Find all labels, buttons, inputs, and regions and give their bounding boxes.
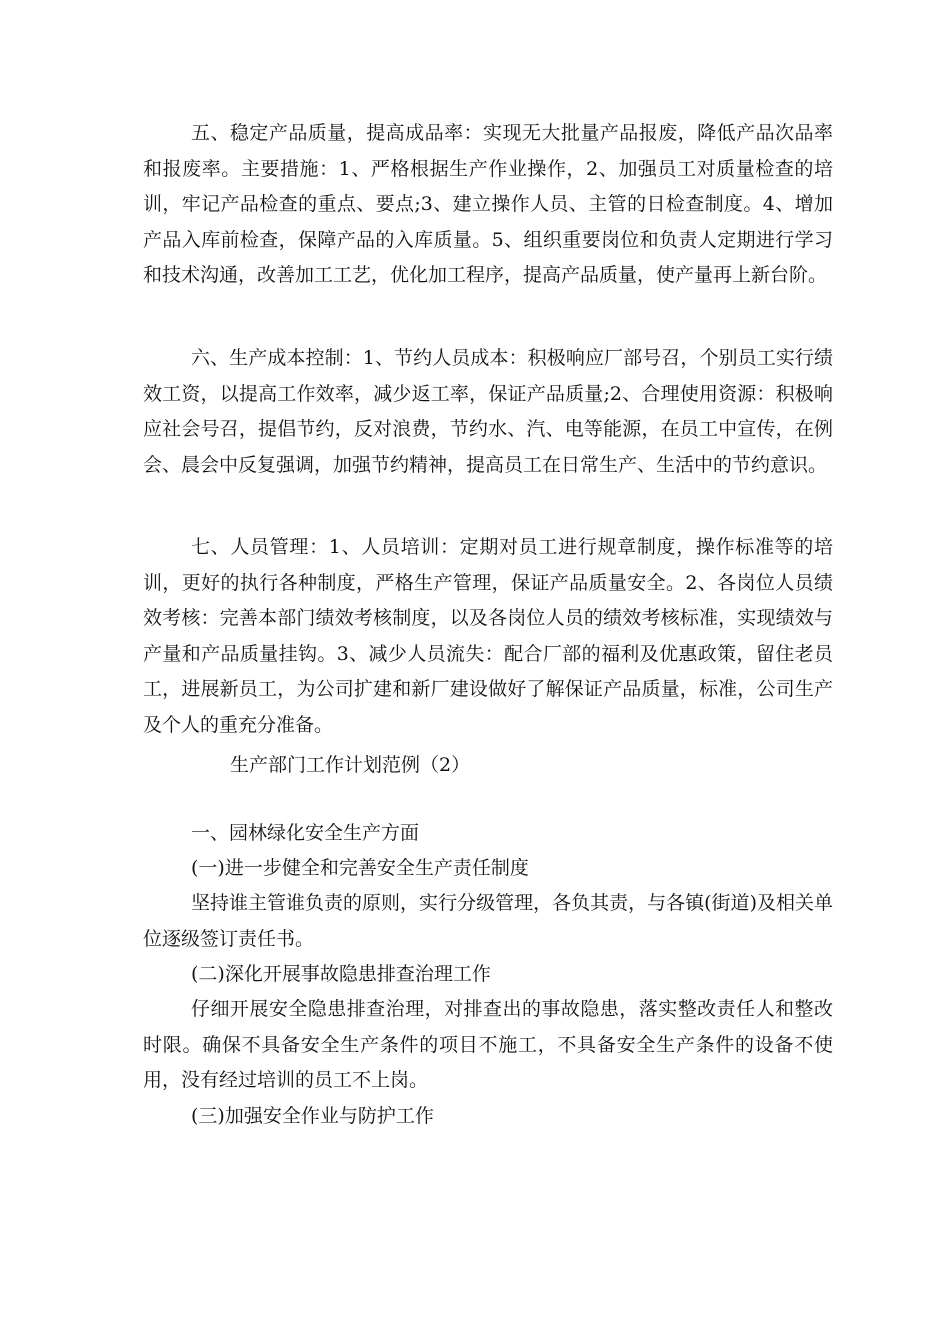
part-one-heading: 一、园林绿化安全生产方面 (191, 822, 420, 844)
sub-two-text: 仔细开展安全隐患排查治理，对排查出的事故隐患，落实整改责任人和整改时限。确保不具备安全生产条件的项目不施工，不具备安全生产条件的设备不使用，没有经过培训的员工不上岗。 (143, 998, 833, 1091)
sub-one-text: 坚持谁主管谁负责的原则，实行分级管理，各负其责，与各镇(街道)及相关单位逐级签订责任书。 (143, 892, 833, 950)
paragraph-section-five: 五、稳定产品质量，提高成品率：实现无大批量产品报废，降低产品次品率和报废率。主要措施：1、严格根据生产作业操作，2、加强员工对质量检查的培训，牢记产品检查的重点、要点;3、建立操作人员、主管的日检查制度。4、增加产品入库前检查，保障产品的入库质量。5、组织重要岗位和负责人定期进行学习和技术沟通，改善加工工艺，优化加工程序，提高产品质量，使产量再上新台阶。 (143, 122, 833, 286)
paragraph-section-seven: 七、人员管理：1、人员培训：定期对员工进行规章制度，操作标准等的培训，更好的执行各种制度，严格生产管理，保证产品质量安全。2、各岗位人员绩效考核：完善本部门绩效考核制度，以及各岗位人员的绩效考核标准，实现绩效与产量和产品质量挂钩。3、减少人员流失：配合厂部的福利及优惠政策，留住老员工，进展新员工，为公司扩建和新厂建设做好了解保证产品质量，标准，公司生产及个人的重充分准备。 (143, 536, 833, 736)
sub-one-heading: (一)进一步健全和完善安全生产责任制度 (191, 857, 529, 879)
sub-two-heading: (二)深化开展事故隐患排查治理工作 (191, 963, 491, 985)
example-2-title: 生产部门工作计划范例（2） (230, 754, 471, 776)
sub-three-heading: (三)加强安全作业与防护工作 (191, 1105, 434, 1127)
paragraph-section-six: 六、生产成本控制：1、节约人员成本：积极响应厂部号召，个别员工实行绩效工资，以提高工作效率，减少返工率，保证产品质量;2、合理使用资源：积极响应社会号召，提倡节约，反对浪费，节约水、汽、电等能源，在员工中宣传，在例会、晨会中反复强调，加强节约精神，提高员工在日常生产、生活中的节约意识。 (143, 347, 833, 476)
